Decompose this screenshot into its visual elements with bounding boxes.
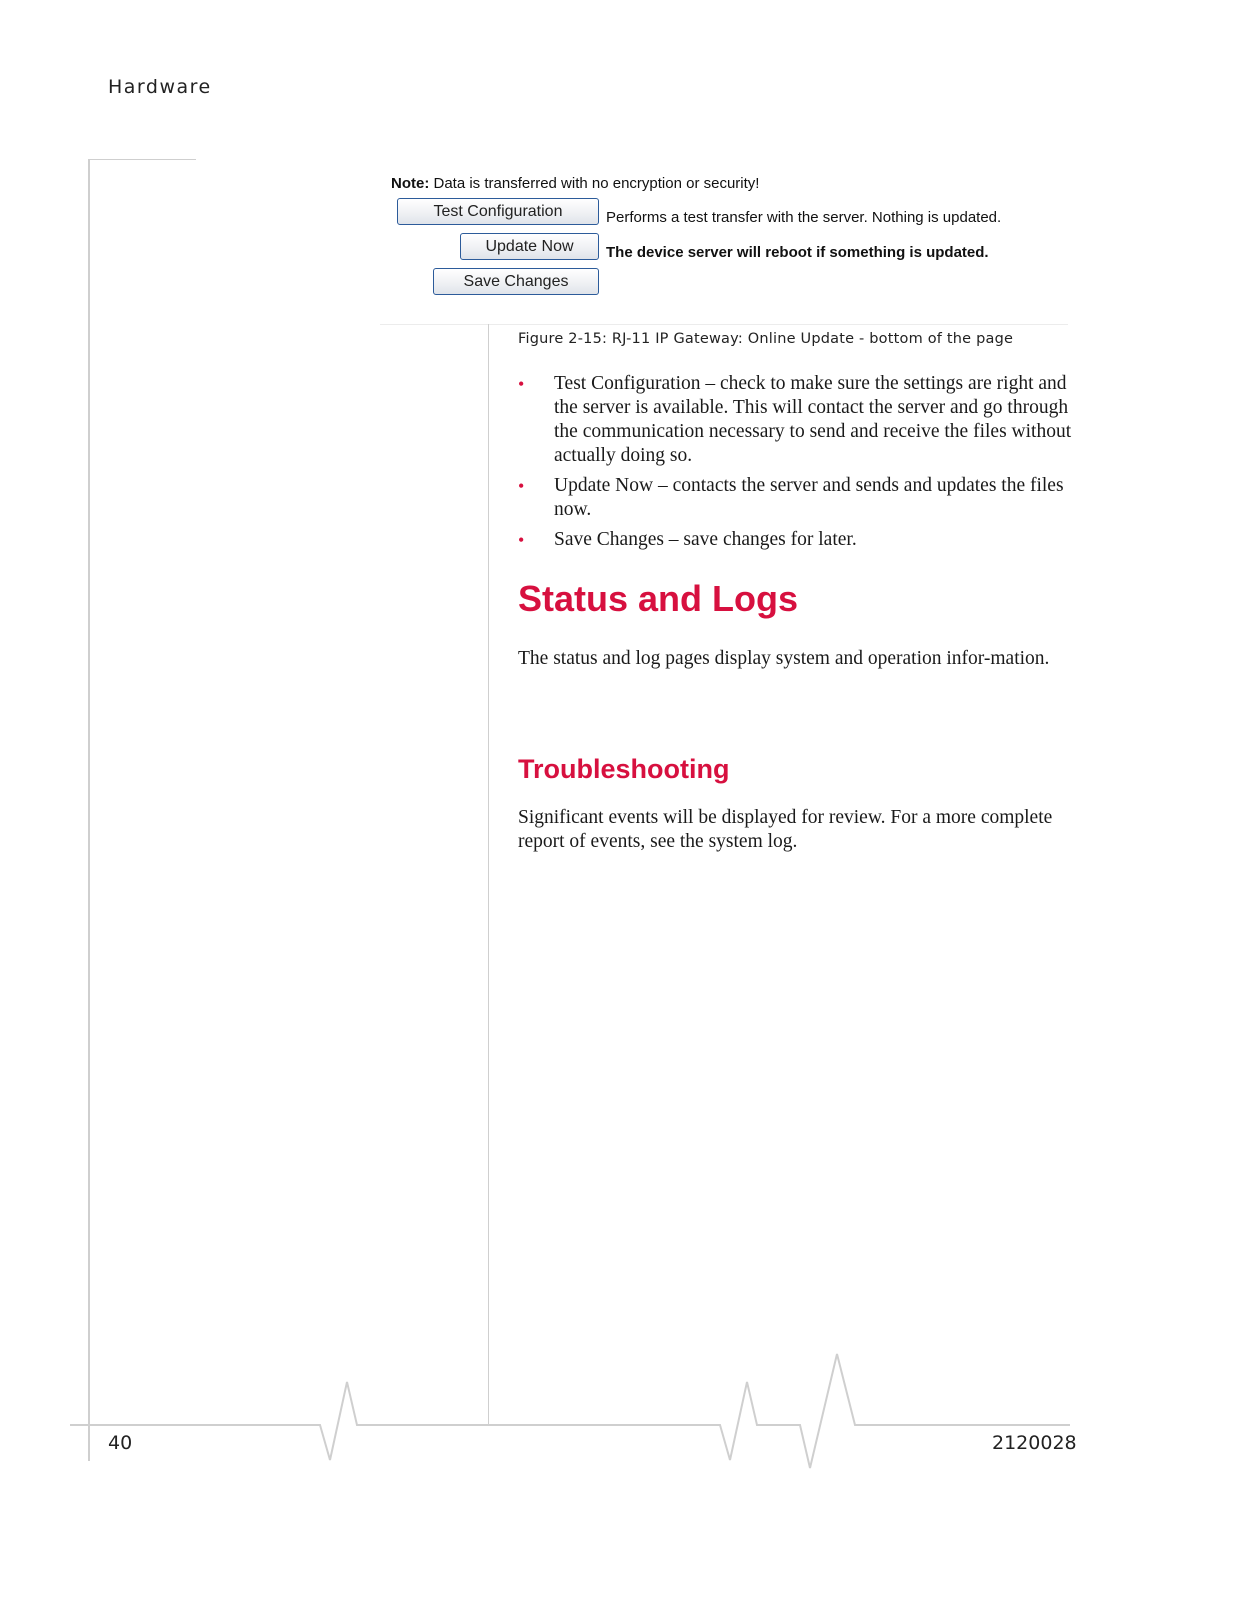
figure-note bbox=[391, 175, 759, 192]
bullet-marker: • bbox=[518, 476, 525, 496]
section-body: The status and log pages display system and operation infor-mation. bbox=[518, 648, 1050, 669]
column-divider-rule bbox=[488, 324, 489, 1425]
bullet-marker: • bbox=[518, 530, 525, 550]
page-number: 40 bbox=[108, 1432, 133, 1454]
save-changes-button[interactable]: Save Changes bbox=[433, 268, 599, 295]
bullet-text: Save Changes – save changes for later. bbox=[554, 529, 857, 550]
running-header: Hardware bbox=[108, 76, 212, 98]
figure-bottom-rule bbox=[380, 324, 1068, 325]
top-left-rule bbox=[88, 159, 196, 160]
list-item bbox=[518, 372, 1073, 468]
test-configuration-button[interactable]: Test Configuration bbox=[397, 198, 599, 225]
figure-note-label: Note: bbox=[391, 175, 430, 192]
list-item bbox=[518, 528, 1073, 552]
section-heading: Status and Logs bbox=[518, 578, 799, 619]
figure-note-text: Data is transferred with no encryption or security! bbox=[433, 175, 760, 192]
update-now-button[interactable]: Update Now bbox=[460, 233, 599, 260]
bullet-text: Update Now – contacts the server and sends and updates the files now. bbox=[554, 475, 1064, 520]
test-configuration-description: Performs a test transfer with the server. Nothing is updated. bbox=[606, 209, 1002, 226]
subsection-heading: Troubleshooting bbox=[518, 754, 730, 784]
subsection-body: Significant events will be displayed for review. For a more complete report of events, see the system log. bbox=[518, 807, 1053, 852]
feature-bullet-list bbox=[518, 372, 1073, 558]
list-item bbox=[518, 474, 1073, 522]
figure-caption: Figure 2-15: RJ-11 IP Gateway: Online Update - bottom of the page bbox=[518, 331, 1014, 347]
footer-heartbeat-rule bbox=[0, 1340, 1237, 1480]
bullet-marker: • bbox=[518, 374, 525, 394]
update-now-description: The device server will reboot if something is updated. bbox=[606, 244, 989, 261]
left-margin-rule bbox=[88, 159, 90, 1461]
bullet-text: Test Configuration – check to make sure the settings are right and the server is available. This will contact the server and go through the communication necessary to send and receive the files without actually doing so. bbox=[554, 373, 1072, 466]
document-number: 2120028 bbox=[992, 1432, 1077, 1454]
